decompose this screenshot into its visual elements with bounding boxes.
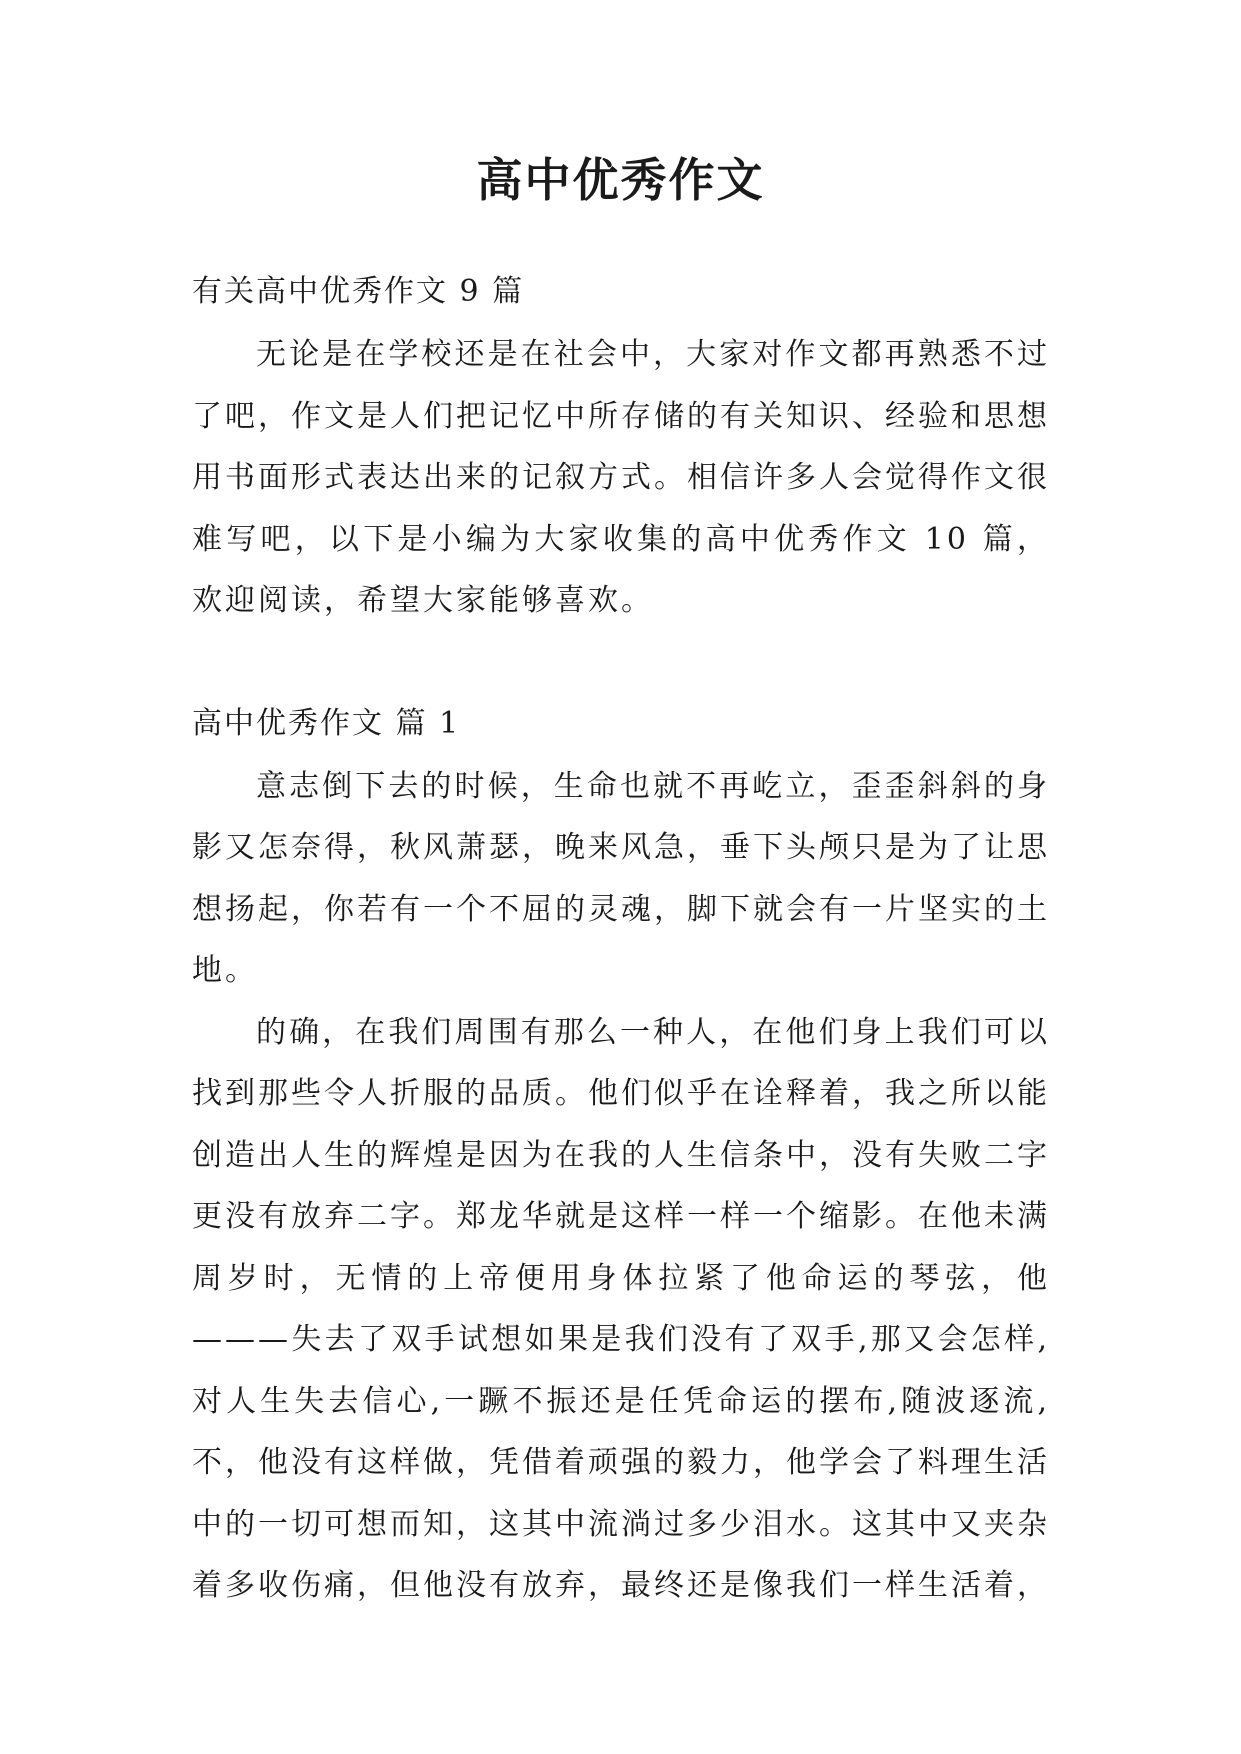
section-paragraph: 意志倒下去的时候，生命也就不再屹立，歪歪斜斜的身影又怎奈得，秋风萧瑟，晚来风急，垂下头颅只是为了让思想扬起，你若有一个不屈的灵魂，脚下就会有一片坚实的土地。 <box>192 768 1050 988</box>
section-heading: 高中优秀作文 篇 1 <box>192 705 461 741</box>
section-spacer <box>192 632 1050 692</box>
document-body <box>192 260 1050 1617</box>
section-paragraph: 的确，在我们周围有那么一种人，在他们身上我们可以找到那些令人折服的品质。他们似乎在诠释着，我之所以能创造出人生的辉煌是因为在我的人生信条中，没有失败二字更没有放弃二字。郑龙华就是这样一样一个缩影。在他未满周岁时，无情的上帝便用身体拉紧了他命运的琴弦，他———失去了双手试想如果是我们没有了双手,那又会怎样,对人生失去信心,一蹶不振还是任凭命运的摆布,随波逐流,不，他没有这样做，凭借着顽强的毅力，他学会了料理生活中的一切可想而知，这其中流淌过多少泪水。这其中又夹杂着多收伤痛，但他没有放弃，最终还是像我们一样生活着， <box>192 1014 1050 1603</box>
intro-paragraph: 无论是在学校还是在社会中，大家对作文都再熟悉不过了吧，作文是人们把记忆中所存储的有关知识、经验和思想用书面形式表达出来的记叙方式。相信许多人会觉得作文很难写吧，以下是小编为大家收集的高中优秀作文 10 篇，欢迎阅读，希望大家能够喜欢。 <box>192 337 1050 618</box>
document-subtitle: 有关高中优秀作文 9 篇 <box>192 274 525 309</box>
document-title: 高中优秀作文 <box>476 153 765 207</box>
